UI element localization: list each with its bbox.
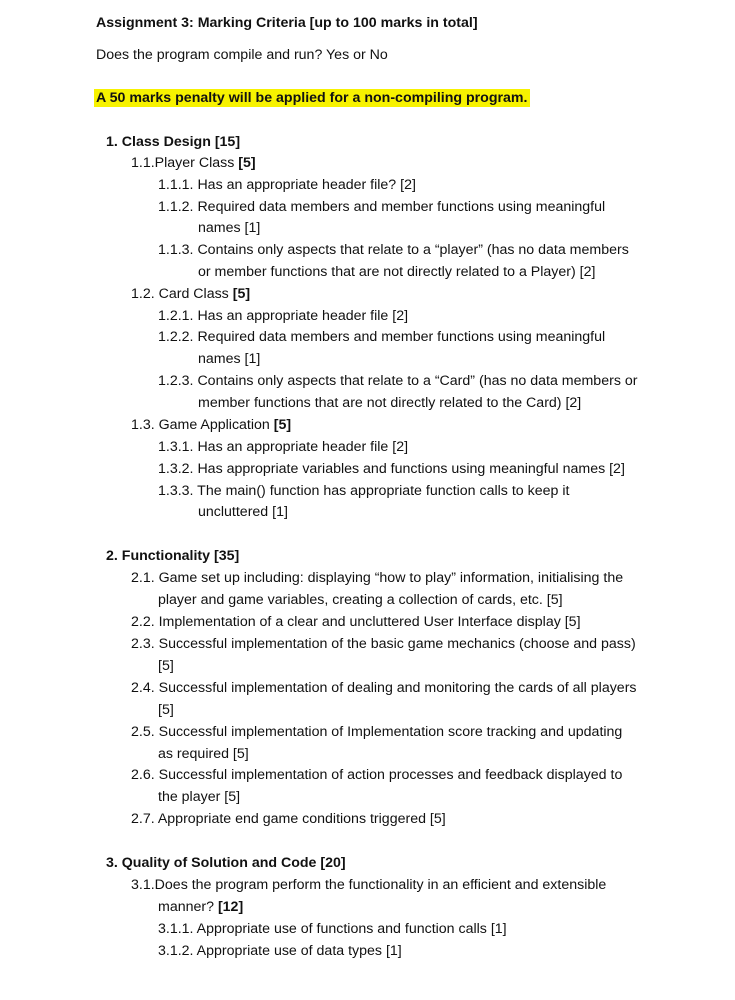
item-1-2-3: 1.2.3. Contains only aspects that relate to a “Card” (has no data members or <box>158 373 638 389</box>
subsection-1-3-marks: [5] <box>273 417 292 433</box>
item-1-1-1: 1.1.1. Has an appropriate header file? [2] <box>158 177 416 193</box>
section-1-heading: 1. Class Design [15] <box>106 134 241 150</box>
penalty-notice-text: A 50 marks penalty will be applied for a non-compiling program. <box>96 90 528 106</box>
subsection-1-2-label: 1.2. Card Class <box>131 286 233 302</box>
item-1-1-3: 1.1.3. Contains only aspects that relate to a “player” (has no data members <box>158 242 629 258</box>
item-1-2-1: 1.2.1. Has an appropriate header file [2] <box>158 308 409 324</box>
subsection-3-1-marks: [12] <box>217 899 244 915</box>
subsection-1-3-heading <box>131 415 291 437</box>
document-title: Assignment 3: Marking Criteria [up to 100 marks in total] <box>96 15 478 31</box>
item-1-3-1: 1.3.1. Has an appropriate header file [2] <box>158 439 409 455</box>
section-2-heading: 2. Functionality [35] <box>106 548 240 564</box>
item-2-3: 2.3. Successful implementation of the basic game mechanics (choose and pass) <box>131 636 636 652</box>
item-2-1-cont: player and game variables, creating a collection of cards, etc. [5] <box>158 592 563 608</box>
item-1-1-2: 1.1.2. Required data members and member functions using meaningful <box>158 199 606 215</box>
item-2-7: 2.7. Appropriate end game conditions triggered [5] <box>131 811 446 827</box>
item-2-6: 2.6. Successful implementation of action processes and feedback displayed to <box>131 767 623 783</box>
subsection-3-1-heading-cont <box>158 897 243 919</box>
compile-question: Does the program compile and run? Yes or No <box>96 47 388 63</box>
item-2-1: 2.1. Game set up including: displaying “how to play” information, initialising the <box>131 570 624 586</box>
subsection-3-1-label-cont: manner? <box>158 899 218 915</box>
subsection-1-1-label: 1.1.Player Class <box>131 155 239 171</box>
item-1-1-2-cont: names [1] <box>198 220 261 236</box>
item-1-2-3-cont: member functions that are not directly related to the Card) [2] <box>198 395 582 411</box>
item-3-1-1: 3.1.1. Appropriate use of functions and function calls [1] <box>158 921 507 937</box>
subsection-1-2-marks: [5] <box>232 286 251 302</box>
subsection-3-1-heading: 3.1.Does the program perform the functionality in an efficient and extensible <box>131 877 607 893</box>
item-2-5: 2.5. Successful implementation of Implementation score tracking and updating <box>131 724 623 740</box>
subsection-1-1-heading <box>131 153 256 175</box>
item-1-1-3-cont: or member functions that are not directly related to a Player) [2] <box>198 264 596 280</box>
subsection-1-2-heading <box>131 284 250 306</box>
item-1-2-2-cont: names [1] <box>198 351 261 367</box>
item-3-1-2: 3.1.2. Appropriate use of data types [1] <box>158 943 402 959</box>
item-2-4: 2.4. Successful implementation of dealing and monitoring the cards of all players <box>131 680 637 696</box>
subsection-1-1-marks: [5] <box>238 155 256 171</box>
section-3-heading: 3. Quality of Solution and Code [20] <box>106 855 346 871</box>
item-1-3-3: 1.3.3. The main() function has appropriate function calls to keep it <box>158 483 570 499</box>
item-1-3-3-cont: uncluttered [1] <box>198 504 288 520</box>
item-1-2-2: 1.2.2. Required data members and member functions using meaningful <box>158 329 606 345</box>
item-2-3-cont: [5] <box>158 658 174 674</box>
item-2-5-cont: as required [5] <box>158 746 249 762</box>
item-2-4-cont: [5] <box>158 702 174 718</box>
subsection-1-3-label: 1.3. Game Application <box>131 417 274 433</box>
item-2-2: 2.2. Implementation of a clear and uncluttered User Interface display [5] <box>131 614 581 630</box>
item-2-6-cont: the player [5] <box>158 789 241 805</box>
penalty-notice <box>96 88 530 110</box>
item-1-3-2: 1.3.2. Has appropriate variables and functions using meaningful names [2] <box>158 461 625 477</box>
